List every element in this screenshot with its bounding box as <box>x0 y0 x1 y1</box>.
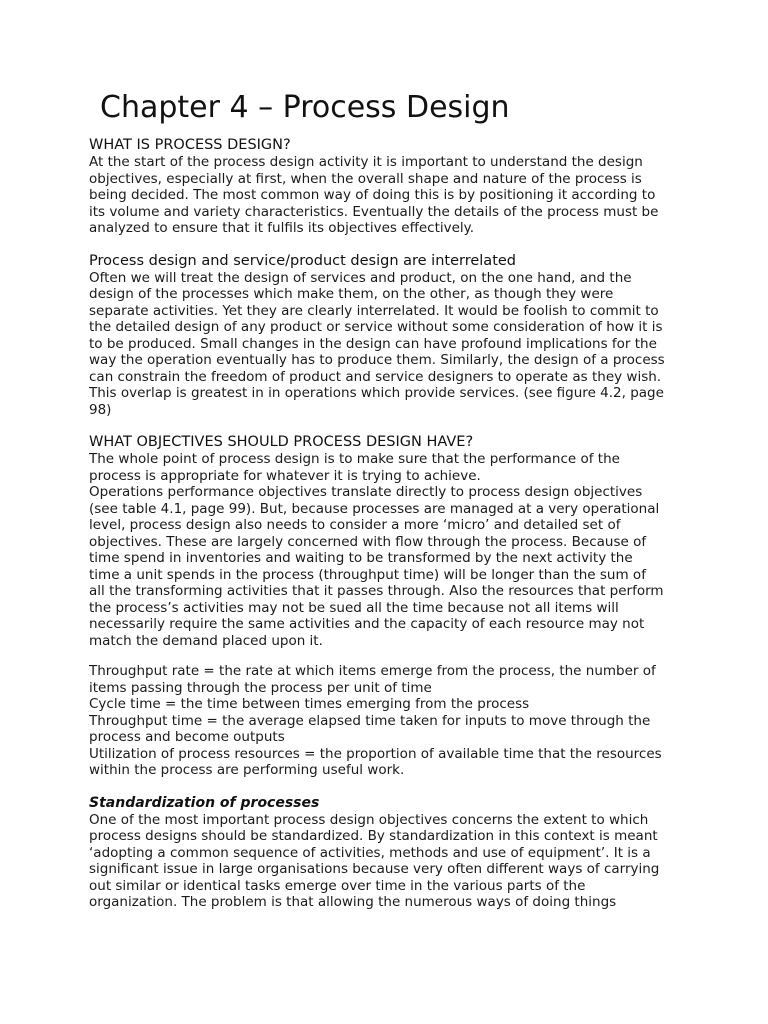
text-line: the process’s activities may not be sued all the time because not all items will <box>89 599 619 616</box>
text-line: process designs should be standardized. By standardization in this context is meant <box>89 828 658 844</box>
text-line: organization. The problem is that allowing the numerous ways of doing things <box>89 894 617 910</box>
spacer <box>89 779 689 795</box>
paragraph <box>89 270 689 419</box>
text-line: ‘adopting a common sequence of activities, methods and use of equipment’. It is a <box>89 844 651 861</box>
section-heading-objectives: WHAT OBJECTIVES SHOULD PROCESS DESIGN HAVE? <box>89 434 474 450</box>
text-line: design of the processes which make them, on the other, as though they were <box>89 286 614 302</box>
spacer <box>89 649 689 663</box>
document-body <box>89 137 689 911</box>
text-line: process is appropriate for whatever it is trying to achieve. <box>89 467 481 484</box>
page-title: Chapter 4 – Process Design <box>100 90 510 125</box>
text-line: way the operation eventually has to produce them. Similarly, the design of a process <box>89 352 665 368</box>
text-line: time spend in inventories and waiting to be transformed by the next activity the <box>89 550 633 566</box>
text-line: 98) <box>89 401 112 418</box>
spacer <box>89 237 689 253</box>
text-line: objectives, especially at first, when the overall shape and nature of the process is <box>89 170 642 187</box>
paragraph <box>89 812 689 911</box>
definitions-list <box>89 663 689 779</box>
definition-line: items passing through the process per unit of time <box>89 679 432 696</box>
text-line: time a unit spends in the process (throughput time) will be longer than the sum of <box>89 566 646 583</box>
text-line: analyzed to ensure that it fulfils its objectives effectively. <box>89 220 475 236</box>
text-line: out similar or identical tasks emerge over time in the various parts of the <box>89 877 586 894</box>
text-line: Often we will treat the design of services and product, on the one hand, and the <box>89 269 632 286</box>
text-line: The whole point of process design is to make sure that the performance of the <box>89 451 620 467</box>
text-line: significant issue in large organisations because very often different ways of carrying <box>89 861 660 877</box>
definition-line: process and become outputs <box>89 729 285 745</box>
paragraph <box>89 451 689 649</box>
text-line: This overlap is greatest in in operations which provide services. (see figure 4.2, page <box>89 385 664 401</box>
spacer <box>89 418 689 434</box>
text-line: all the transforming activities that it passes through. Also the resources that perform <box>89 583 664 599</box>
text-line: can constrain the freedom of product and service designers to operate as they wish. <box>89 368 662 385</box>
definition-line: Throughput rate = the rate at which items emerge from the process, the number of <box>89 663 656 679</box>
text-line: At the start of the process design activity it is important to understand the design <box>89 154 643 170</box>
definition-line: Cycle time = the time between times emerging from the process <box>89 696 530 712</box>
section-heading-standardization: Standardization of processes <box>89 794 320 811</box>
text-line: to be produced. Small changes in the design can have profound implications for the <box>89 335 657 352</box>
text-line: match the demand placed upon it. <box>89 632 323 649</box>
section-heading-interrelated: Process design and service/product design are interrelated <box>89 252 517 269</box>
text-line: the detailed design of any product or service without some consideration of how it is <box>89 319 663 335</box>
text-line: (see table 4.1, page 99). But, because processes are managed at a very operational <box>89 500 660 517</box>
text-line: being decided. The most common way of doing this is by positioning it according to <box>89 187 656 203</box>
section-heading-what-is-process-design: WHAT IS PROCESS DESIGN? <box>89 137 291 153</box>
definition-line: Throughput time = the average elapsed time taken for inputs to move through the <box>89 712 651 729</box>
paragraph <box>89 154 689 237</box>
definition-line: Utilization of process resources = the proportion of available time that the resources <box>89 745 662 762</box>
text-line: its volume and variety characteristics. Eventually the details of the process must be <box>89 203 659 220</box>
text-line: level, process design also needs to consider a more ‘micro’ and detailed set of <box>89 517 621 533</box>
definition-line: within the process are performing useful work. <box>89 762 405 778</box>
text-line: objectives. These are largely concerned with flow through the process. Because of <box>89 533 647 550</box>
text-line: One of the most important process design objectives concerns the extent to which <box>89 811 649 828</box>
text-line: necessarily require the same activities and the capacity of each resource may not <box>89 616 645 632</box>
text-line: Operations performance objectives translate directly to process design objectives <box>89 484 643 500</box>
text-line: separate activities. Yet they are clearly interrelated. It would be foolish to commit to <box>89 302 659 319</box>
